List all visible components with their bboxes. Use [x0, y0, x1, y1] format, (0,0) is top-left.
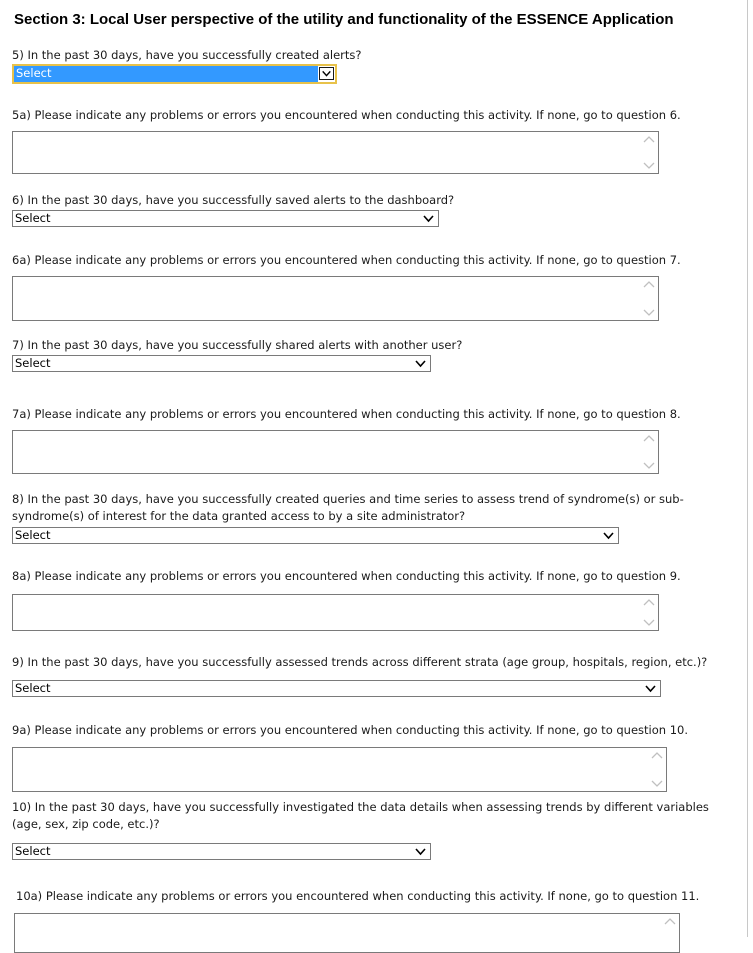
- chevron-down-icon: [602, 530, 615, 541]
- question-6-selected-value: Select: [15, 211, 51, 225]
- question-8a-label: 8a) Please indicate any problems or errors you encountered when conducting this activity. If none, go to question 9.: [12, 569, 681, 583]
- scroll-up-icon[interactable]: [643, 598, 655, 607]
- question-7a-textarea[interactable]: [12, 430, 659, 474]
- textarea-scrollbar[interactable]: [642, 132, 656, 173]
- scroll-up-icon[interactable]: [643, 280, 655, 289]
- chevron-down-icon: [414, 358, 427, 369]
- question-9-select[interactable]: [12, 680, 661, 697]
- question-6-select[interactable]: [12, 210, 439, 227]
- question-9a-label: 9a) Please indicate any problems or errors you encountered when conducting this activity. If none, go to question 10.: [12, 723, 689, 737]
- scroll-up-icon[interactable]: [643, 434, 655, 443]
- question-8-select[interactable]: [12, 527, 619, 544]
- chevron-down-icon: [414, 846, 427, 857]
- question-6a-label: 6a) Please indicate any problems or errors you encountered when conducting this activity. If none, go to question 7.: [12, 253, 681, 267]
- chevron-down-icon: [319, 67, 334, 80]
- question-5-selected-value: Select: [14, 66, 318, 82]
- question-7a-label: 7a) Please indicate any problems or errors you encountered when conducting this activity. If none, go to question 8.: [12, 407, 681, 421]
- textarea-scrollbar[interactable]: [642, 595, 656, 630]
- question-5-label: 5) In the past 30 days, have you successfully created alerts?: [12, 48, 362, 62]
- scroll-up-icon[interactable]: [651, 751, 663, 760]
- textarea-scrollbar[interactable]: [642, 277, 656, 320]
- question-8-selected-value: Select: [15, 528, 51, 542]
- textarea-scrollbar[interactable]: [642, 431, 656, 473]
- question-10a-textarea[interactable]: [14, 913, 680, 953]
- window-right-border: [747, 0, 748, 937]
- chevron-down-icon: [644, 683, 657, 694]
- question-8-label: 8) In the past 30 days, have you successfully created queries and time series to assess trend of syndrome(s) or sub-syndrome(s) of interest for the data granted access to by a site administrator?: [12, 492, 684, 523]
- scroll-up-icon[interactable]: [643, 135, 655, 144]
- question-10-select[interactable]: [12, 843, 431, 860]
- section-title: Section 3: Local User perspective of the utility and functionality of the ESSENCE Application: [14, 11, 674, 28]
- scroll-down-icon[interactable]: [643, 618, 655, 627]
- textarea-scrollbar[interactable]: [650, 748, 664, 791]
- question-5a-textarea[interactable]: [12, 131, 659, 174]
- question-9-label: 9) In the past 30 days, have you successfully assessed trends across different strata (age group, hospitals, region, etc.)?: [12, 655, 708, 669]
- question-6a-textarea[interactable]: [12, 276, 659, 321]
- question-6-label: 6) In the past 30 days, have you successfully saved alerts to the dashboard?: [12, 193, 455, 207]
- scroll-down-icon[interactable]: [643, 461, 655, 470]
- scroll-down-icon[interactable]: [643, 161, 655, 170]
- chevron-down-icon: [422, 213, 435, 224]
- question-9a-textarea[interactable]: [12, 747, 667, 792]
- scroll-down-icon[interactable]: [643, 308, 655, 317]
- textarea-scrollbar[interactable]: [663, 914, 677, 952]
- question-7-selected-value: Select: [15, 356, 51, 370]
- question-5-select[interactable]: [12, 64, 337, 84]
- question-8a-textarea[interactable]: [12, 594, 659, 631]
- question-7-label: 7) In the past 30 days, have you successfully shared alerts with another user?: [12, 338, 463, 352]
- scroll-down-icon[interactable]: [651, 779, 663, 788]
- question-10-selected-value: Select: [15, 844, 51, 858]
- question-10-label: 10) In the past 30 days, have you successfully investigated the data details when assessing trends by different variables (age, sex, zip code, etc.)?: [12, 800, 709, 831]
- question-10a-label: 10a) Please indicate any problems or errors you encountered when conducting this activity. If none, go to question 11.: [16, 889, 700, 903]
- scroll-up-icon[interactable]: [664, 917, 676, 926]
- question-7-select[interactable]: [12, 355, 431, 372]
- question-9-selected-value: Select: [15, 681, 51, 695]
- question-5a-label: 5a) Please indicate any problems or errors you encountered when conducting this activity. If none, go to question 6.: [12, 108, 681, 122]
